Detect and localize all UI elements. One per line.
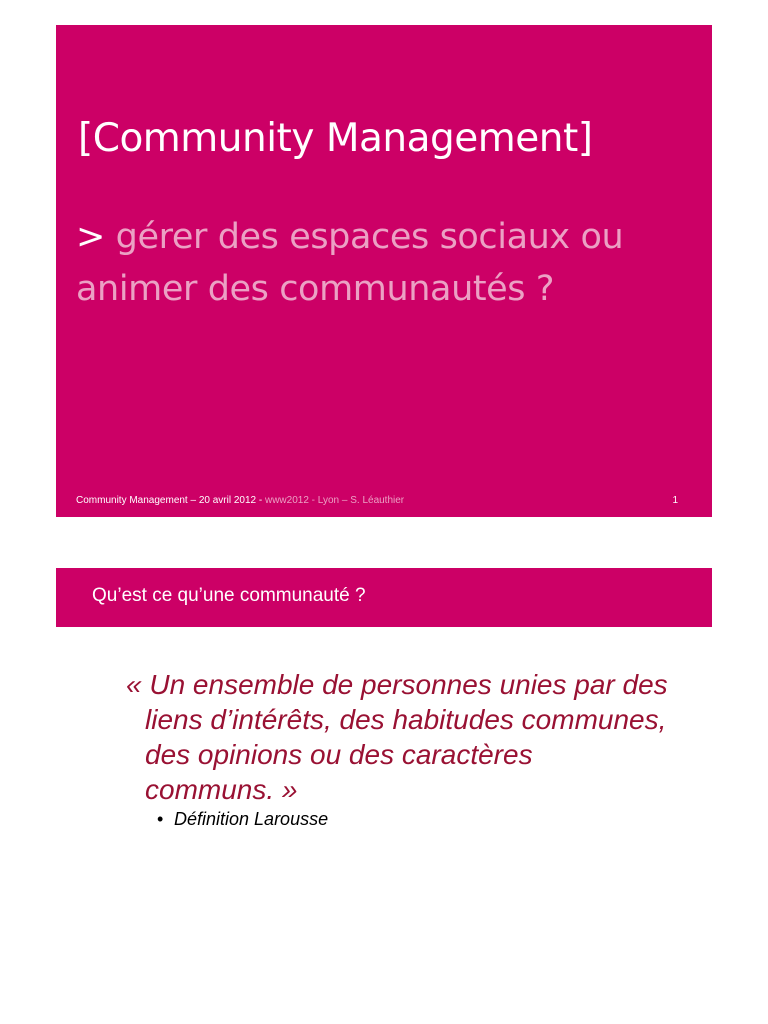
quote-line: des opinions ou des caractères [145,739,533,770]
quote-line: « Un ensemble de personnes unies par des [126,669,668,700]
slide-title: [Community Management] [78,116,593,161]
subtitle-arrow: > [76,217,105,257]
slide-subtitle [76,211,696,315]
source-text: Définition Larousse [174,809,329,829]
bullet-point: • [157,809,164,829]
footer-event: www2012 - Lyon – S. Léauthier [264,495,405,506]
slide-footer [76,494,678,508]
quote-source [157,808,328,830]
page-number: 1 [672,495,678,506]
slide-2-title: Qu’est ce qu’une communauté ? [92,585,366,606]
definition-quote [126,667,716,807]
quote-line: communs. » [145,774,298,805]
slide-2-header [56,568,712,627]
subtitle-text: gérer des espaces sociaux ou animer des communautés ? [76,217,624,309]
slide-1 [56,25,712,517]
footer-main: Community Management – 20 avril 2012 - [76,495,265,506]
quote-line: liens d’intérêts, des habitudes communes, [145,704,667,735]
